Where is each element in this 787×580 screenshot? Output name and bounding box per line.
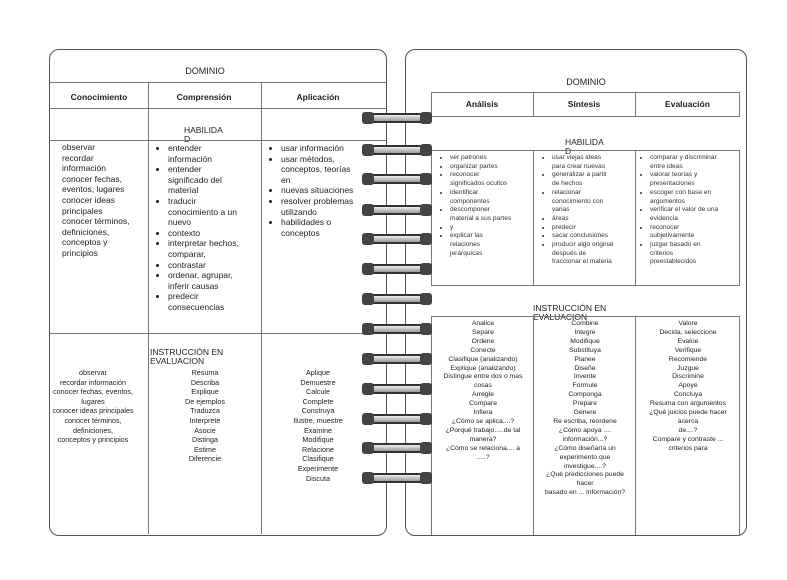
skill-item: • escoger con base en argumentos [650,189,750,206]
eval-verb: Clasifique (analizando) [448,355,518,363]
eval-verb: Calcule [306,387,330,397]
left-domain-title: DOMINIO [185,66,225,76]
right-divider [431,116,740,117]
eval-verb: ¿Cómo diseñaría un [554,444,616,452]
skill-item: • y [450,224,546,233]
eval-verb: Genere [573,409,597,417]
eval-verb: Decida, seleccione [659,328,717,336]
left-instruccion-heading: INSTRUCCIÓN EN EVALUACION [150,347,224,366]
eval-verb: Distingue entre dos o mas [443,373,523,381]
analisis-eval-list [433,320,533,463]
eval-verb: Combine [571,320,599,327]
eval-verb: Distinga [192,435,218,445]
eval-verb: conocer fechas, eventos, [53,387,133,397]
right-col-divider [635,316,636,535]
skill-item: • reconocer significados ocultos [450,171,546,188]
skill-item: • habilidades o conceptos [281,217,391,238]
eval-verb: investigue....? [564,462,606,470]
skill-item: • contexto [168,228,274,239]
right-instruccion-heading: INSTRUCCIÓN EN EVALUACION [533,303,607,322]
eval-verb: Conecte [470,346,496,354]
spiral-ring [366,354,428,364]
eval-verb: ¿Qué predicciones puede [546,471,624,479]
sintesis-skill-list [538,154,648,267]
eval-verb: Discrimine [672,373,704,381]
skill-item: principios [62,247,98,258]
eval-verb: Experimente [297,463,339,473]
spiral-ring [366,205,428,215]
eval-verb: recordar información [60,377,126,387]
skill-item: • áreas [552,215,648,224]
skill-item: eventos, lugares [62,184,125,195]
col-conocimiento: Conocimiento [70,92,128,102]
eval-verb: Verifique [674,346,702,354]
eval-verb: Prepare [572,400,598,408]
aplicacion-eval-list [268,368,368,483]
right-col-divider [533,92,534,116]
skill-item: • generalizar a partir de hechos [552,171,648,188]
eval-verb: Planee [574,355,596,363]
eval-verb: Apoye [678,382,698,390]
skill-item: • usar métodos, conceptos, teorías en [281,154,391,186]
eval-verb: Componga [568,391,602,399]
eval-verb: Explique [191,387,219,397]
skill-item: • producir algo original después de fraccionar el materia [552,241,648,267]
eval-verb: Concluya [673,391,703,399]
eval-verb: Ilustre, muestre [293,415,343,425]
right-divider [431,316,740,317]
eval-verb: Traduzca [190,406,220,416]
evaluacion-eval-list [637,320,739,454]
eval-verb: Evalúe [677,337,699,345]
right-divider [431,285,740,286]
eval-verb: Interprete [189,415,221,425]
eval-verb: de....? [678,426,698,434]
spiral-ring [366,174,428,184]
eval-verb: ¿Qué juicios puede hacer [649,409,727,417]
eval-verb: Demuestre [300,377,336,387]
eval-verb: experimento que [559,453,611,461]
right-domain-title: DOMINIO [566,77,606,87]
eval-verb: Separe [472,328,494,336]
comprension-eval-list [158,368,252,464]
spiral-ring [366,145,428,155]
eval-verb: Modifique [570,337,600,345]
left-divider [50,82,386,83]
eval-verb: ¿Porqué trabajo.....de tal [445,426,521,434]
skill-item: conceptos y [62,237,108,248]
skill-item: • entender significado del material [168,164,274,196]
eval-verb: Compare [469,400,497,408]
skill-item: • entender información [168,143,274,164]
eval-verb: ¿Cómo apoya .... [558,426,612,434]
eval-verb: criterios para [668,444,708,452]
eval-verb: basado en ... información? [544,489,626,497]
eval-verb: Diseñe [574,364,596,372]
skill-item: recordar [62,152,94,163]
skill-item: • usar viejas ideas para crear nuevas [552,154,648,171]
skill-item: • identificar componentes [450,189,546,206]
left-notebook-page [49,49,387,536]
eval-verb: Resuma [191,368,219,377]
eval-verb: Describa [190,377,220,387]
eval-verb: Substituya [569,346,601,354]
skill-item: • organizar partes [450,163,546,172]
right-table-border [739,316,740,535]
eval-verb: Asocie [194,425,216,435]
col-aplicacion: Aplicación [296,92,340,102]
eval-verb: Analice [471,320,495,327]
eval-verb: Formule [572,382,598,390]
eval-verb: conocer términos, [64,415,122,425]
skill-item: • resolver problemas utilizando [281,196,391,217]
aplicacion-skill-list [267,143,391,238]
eval-verb: cosas [474,382,492,390]
skill-item: • reconocer subjetivamente [650,224,750,241]
eval-verb: Resuma con argumentos [650,400,726,408]
eval-verb: Compare y contraste ... [652,435,724,443]
left-divider [50,140,386,141]
spiral-ring [366,443,428,453]
sintesis-eval-list [535,320,635,498]
skill-item: • interpretar hechos, comparar, [168,238,274,259]
evaluacion-skill-list [640,154,750,267]
left-divider [50,333,386,334]
skill-item: • usar información [281,143,391,154]
skill-item: • ordenar, agrupar, inferir causas [168,270,274,291]
eval-verb: Arregle [472,391,494,399]
left-habilidad-heading: HABILIDA D [184,125,223,144]
eval-verb: observar [79,368,107,377]
eval-verb: ¿Cómo se relaciona.... a [445,444,521,452]
skill-item: • ver patrones [450,154,546,163]
spiral-ring [366,414,428,424]
spiral-ring [366,113,428,123]
eval-verb: lugares [81,396,105,406]
spiral-ring [366,234,428,244]
skill-item: observar [62,142,96,152]
col-analisis: Análisis [465,99,499,109]
eval-verb: Examine [304,425,332,435]
spiral-ring [366,324,428,334]
eval-verb: Modifique [302,435,334,445]
right-col-divider [533,316,534,535]
skill-item: • nuevas situaciones [281,185,391,196]
spiral-ring [366,264,428,274]
skill-item: información [62,163,106,174]
conocimiento-eval-list [44,368,142,445]
skill-item: conocer términos, [62,216,130,227]
eval-verb: .....? [476,453,490,461]
eval-verb: Re escriba, reordene [553,417,617,425]
eval-verb: acerca [677,417,699,425]
eval-verb: Infiera [473,409,493,417]
skill-item: • sacar conclusiones [552,232,648,241]
left-divider [50,108,386,109]
spiral-ring [366,473,428,483]
eval-verb: Discuta [306,473,330,483]
right-habilidad-heading: HABILIDA D [565,137,604,156]
eval-verb: información...? [562,435,608,443]
eval-verb: Estime [194,444,216,454]
right-col-divider [635,92,636,116]
skill-item: conocer ideas [62,194,115,205]
right-table-border [739,92,740,116]
eval-verb: Invente [573,373,597,381]
skill-item: • valorar teorías y presentaciones [650,171,750,188]
col-comprension: Comprensión [176,92,232,102]
right-divider [431,92,740,93]
analisis-skill-list [436,154,546,258]
skill-item: definiciones, [62,226,110,237]
eval-verb: Complete [302,396,334,406]
eval-verb: hacer [576,480,594,488]
eval-verb: Explique (analizando) [450,364,516,372]
eval-verb: Ordene [471,337,495,345]
col-evaluacion: Evaluación [665,99,710,109]
eval-verb: ¿Cómo se aplica....? [451,417,515,425]
right-notebook-page [405,49,747,536]
col-sintesis: Síntesis [567,99,601,109]
eval-verb: De ejemplos [185,396,225,406]
eval-verb: Clasifique [302,454,334,464]
eval-verb: Juzgue [677,364,699,372]
skill-item: • relacionar conocimiento con varias [552,189,648,215]
skill-item: • contrastar [168,260,274,271]
eval-verb: Recomiende [668,355,708,363]
skill-item: • predecir consecuencias [168,291,274,312]
skill-item: • comparar y discriminar entre ideas [650,154,750,171]
skill-item: • predecir [552,224,648,233]
conocimiento-skill-list [54,142,152,259]
eval-verb: Valore [678,320,698,327]
skill-item: • traducir conocimiento a un nuevo [168,196,274,228]
right-divider [431,150,740,151]
eval-verb: definiciones, [73,425,113,435]
eval-verb: Diferencie [188,454,222,464]
comprension-skill-list [154,143,274,313]
skill-item: • explicar las relaciones jerárquicas [450,232,546,258]
right-table-border [431,316,432,535]
spiral-ring [366,384,428,394]
skill-item: conocer fechas, [62,173,123,184]
skill-item: principales [62,205,103,216]
eval-verb: Construya [301,406,335,416]
eval-verb: Integre [574,328,596,336]
skill-item: • juzgar basado en criterios preestablecidos [650,241,750,267]
eval-verb: manera? [469,435,497,443]
eval-verb: conocer ideas principales [52,406,134,416]
eval-verb: conceptos y principios [57,435,129,445]
skill-item: • verificar el valor de una evidencia [650,206,750,223]
eval-verb: Relacione [302,444,334,454]
spiral-ring [366,294,428,304]
skill-item: • descomponer material a sus partes [450,206,546,223]
eval-verb: Aplique [306,368,330,377]
